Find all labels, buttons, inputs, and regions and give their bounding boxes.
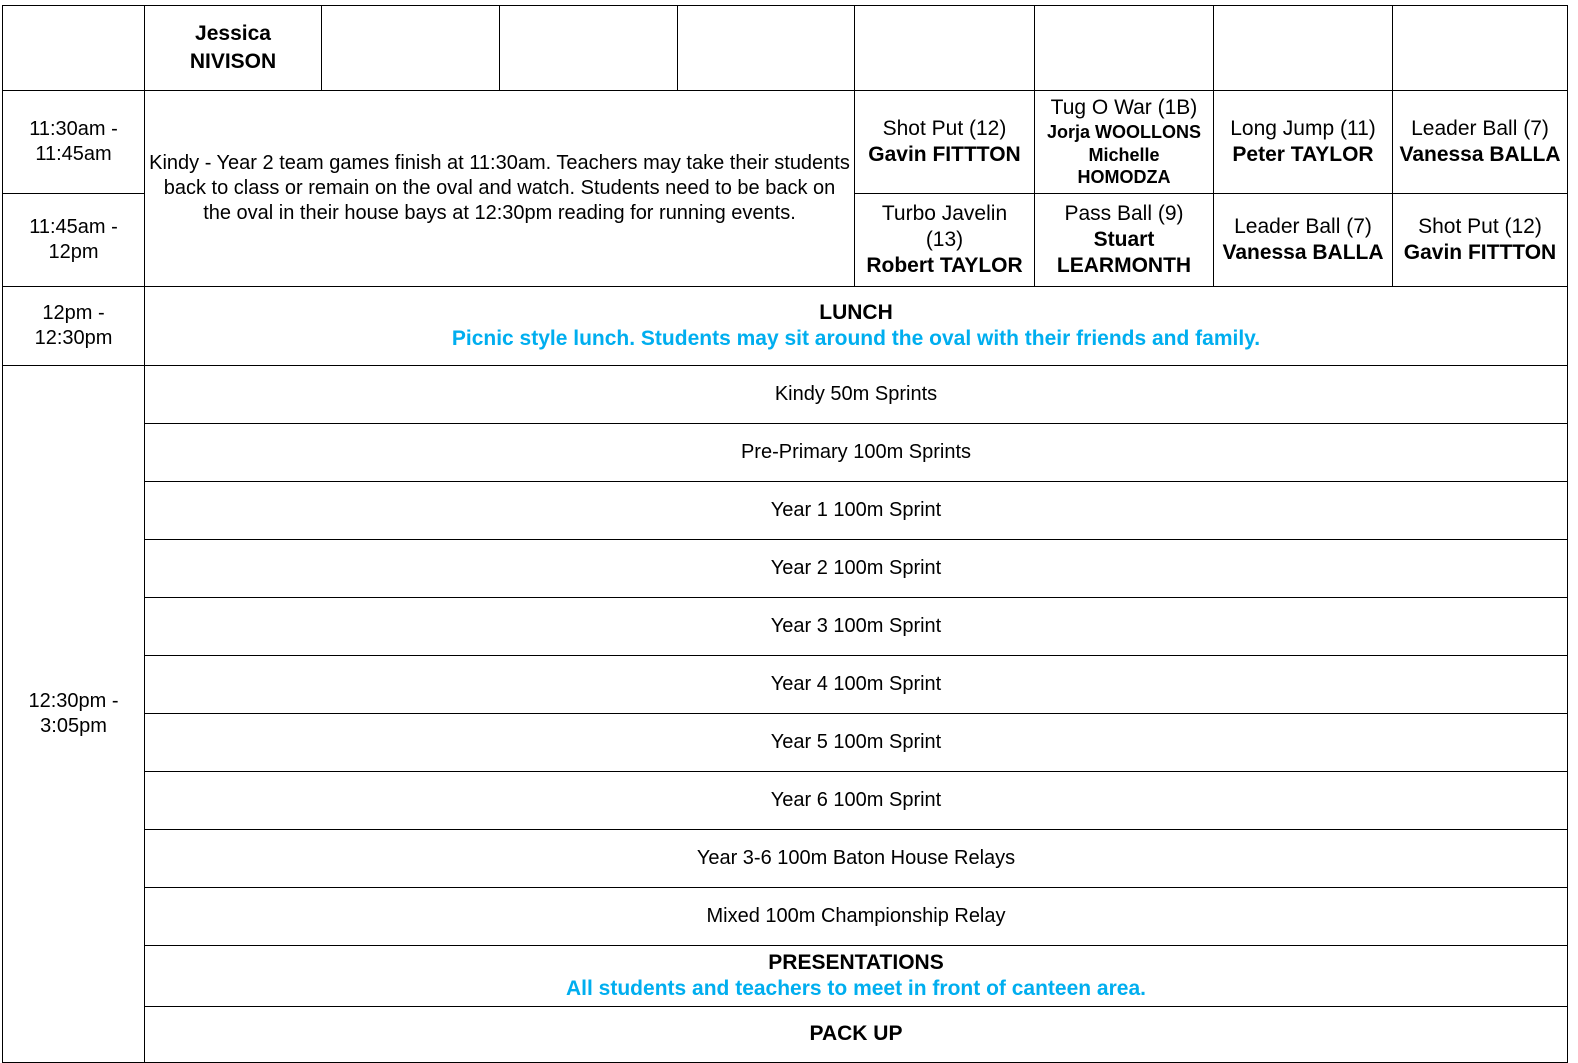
event-staff: Vanessa BALLA bbox=[1399, 143, 1561, 166]
lunch-subtitle: Picnic style lunch. Students may sit around the oval with their friends and family. bbox=[451, 327, 1261, 350]
event-row-label: Pre-Primary 100m Sprints bbox=[145, 424, 1568, 482]
event-cell-1130-4 bbox=[1393, 91, 1568, 194]
header-teacher-cell-4 bbox=[678, 6, 855, 91]
table-row-relay-house bbox=[3, 830, 1568, 888]
header-teacher-cell-3 bbox=[500, 6, 678, 91]
table-row-sprint-4 bbox=[3, 540, 1568, 598]
event-cell-1130-2 bbox=[1035, 91, 1214, 194]
event-staff: Vanessa BALLA bbox=[1222, 241, 1384, 264]
pack-up-title: PACK UP bbox=[809, 1022, 903, 1046]
event-cell-1145-4 bbox=[1393, 194, 1568, 287]
event-row-label: Year 5 100m Sprint bbox=[145, 714, 1568, 772]
table-row-sprint-1 bbox=[3, 366, 1568, 424]
presentations-cell bbox=[145, 946, 1568, 1007]
header-time-cell bbox=[3, 6, 145, 91]
table-row-presentations bbox=[3, 946, 1568, 1007]
header-teacher-cell-1 bbox=[145, 6, 322, 91]
presentations-subtitle: All students and teachers to meet in front of canteen area. bbox=[566, 977, 1146, 1000]
table-row-sprint-2 bbox=[3, 424, 1568, 482]
table-row-teacher-header bbox=[3, 6, 1568, 91]
table-row-sprint-3 bbox=[3, 482, 1568, 540]
event-row-label: Year 3 100m Sprint bbox=[145, 598, 1568, 656]
timetable-page bbox=[0, 5, 1578, 1046]
event-title: Shot Put (12) bbox=[882, 116, 1007, 140]
table-row-sprint-6 bbox=[3, 656, 1568, 714]
event-staff: Peter TAYLOR bbox=[1232, 143, 1374, 166]
pack-up-cell bbox=[145, 1007, 1568, 1063]
event-row-label: Mixed 100m Championship Relay bbox=[145, 888, 1568, 946]
event-title: Leader Ball (7) bbox=[1234, 214, 1372, 238]
time-label-lunch: 12pm - 12:30pm bbox=[3, 287, 145, 366]
event-staff: Gavin FITTTON bbox=[868, 143, 1021, 166]
event-staff: HOMODZA bbox=[1077, 167, 1171, 188]
event-cell-1130-3 bbox=[1214, 91, 1393, 194]
time-label-1130: 11:30am - 11:45am bbox=[3, 91, 145, 194]
event-row-label: Year 6 100m Sprint bbox=[145, 772, 1568, 830]
table-row-relay-championship bbox=[3, 888, 1568, 946]
event-row-label: Year 3-6 100m Baton House Relays bbox=[145, 830, 1568, 888]
time-label-afternoon: 12:30pm - 3:05pm bbox=[3, 366, 145, 1063]
event-staff: Michelle bbox=[1088, 144, 1160, 165]
event-title: Leader Ball (7) bbox=[1411, 116, 1549, 140]
notice-cell: Kindy - Year 2 team games finish at 11:30am. Teachers may take their students back to class or remain on the oval and watch. Students need to be back on the oval in their house bays at 12:30pm reading for running events. bbox=[145, 91, 855, 287]
table-row-lunch bbox=[3, 287, 1568, 366]
event-row-label: Year 2 100m Sprint bbox=[145, 540, 1568, 598]
event-title: Shot Put (12) bbox=[1418, 214, 1542, 238]
event-cell-1145-2 bbox=[1035, 194, 1214, 287]
table-row-sprint-7 bbox=[3, 714, 1568, 772]
event-staff: Robert TAYLOR bbox=[866, 254, 1023, 278]
header-teacher-cell-5 bbox=[855, 6, 1035, 91]
teacher-last-name: NIVISON bbox=[189, 50, 277, 73]
header-teacher-cell-6 bbox=[1035, 6, 1214, 91]
athletics-timetable bbox=[2, 5, 1568, 1063]
lunch-cell bbox=[145, 287, 1568, 366]
event-cell-1145-3 bbox=[1214, 194, 1393, 287]
header-teacher-cell-7 bbox=[1214, 6, 1393, 91]
table-row-sprint-8 bbox=[3, 772, 1568, 830]
event-row-label: Year 4 100m Sprint bbox=[145, 656, 1568, 714]
event-cell-1130-1 bbox=[855, 91, 1035, 194]
event-row-label: Year 1 100m Sprint bbox=[145, 482, 1568, 540]
lunch-title: LUNCH bbox=[819, 300, 893, 324]
header-teacher-cell-8 bbox=[1393, 6, 1568, 91]
table-row-1130 bbox=[3, 91, 1568, 194]
header-teacher-cell-2 bbox=[322, 6, 500, 91]
teacher-first-name: Jessica bbox=[195, 21, 271, 45]
event-title: Turbo Javelin bbox=[881, 201, 1008, 225]
event-staff: Gavin FITTTON bbox=[1403, 241, 1557, 264]
event-staff: Stuart bbox=[1093, 227, 1155, 251]
time-label-1145: 11:45am - 12pm bbox=[3, 194, 145, 287]
event-title: (13) bbox=[925, 227, 964, 251]
event-staff: LEARMONTH bbox=[1056, 254, 1192, 278]
table-row-sprint-5 bbox=[3, 598, 1568, 656]
table-row-pack-up bbox=[3, 1007, 1568, 1063]
event-title: Long Jump (11) bbox=[1230, 116, 1376, 140]
event-staff: Jorja WOOLLONS bbox=[1046, 122, 1201, 143]
event-title: Pass Ball (9) bbox=[1064, 201, 1184, 225]
event-title: Tug O War (1B) bbox=[1050, 96, 1198, 120]
event-row-label: Kindy 50m Sprints bbox=[145, 366, 1568, 424]
presentations-title: PRESENTATIONS bbox=[768, 950, 944, 974]
event-cell-1145-1 bbox=[855, 194, 1035, 287]
